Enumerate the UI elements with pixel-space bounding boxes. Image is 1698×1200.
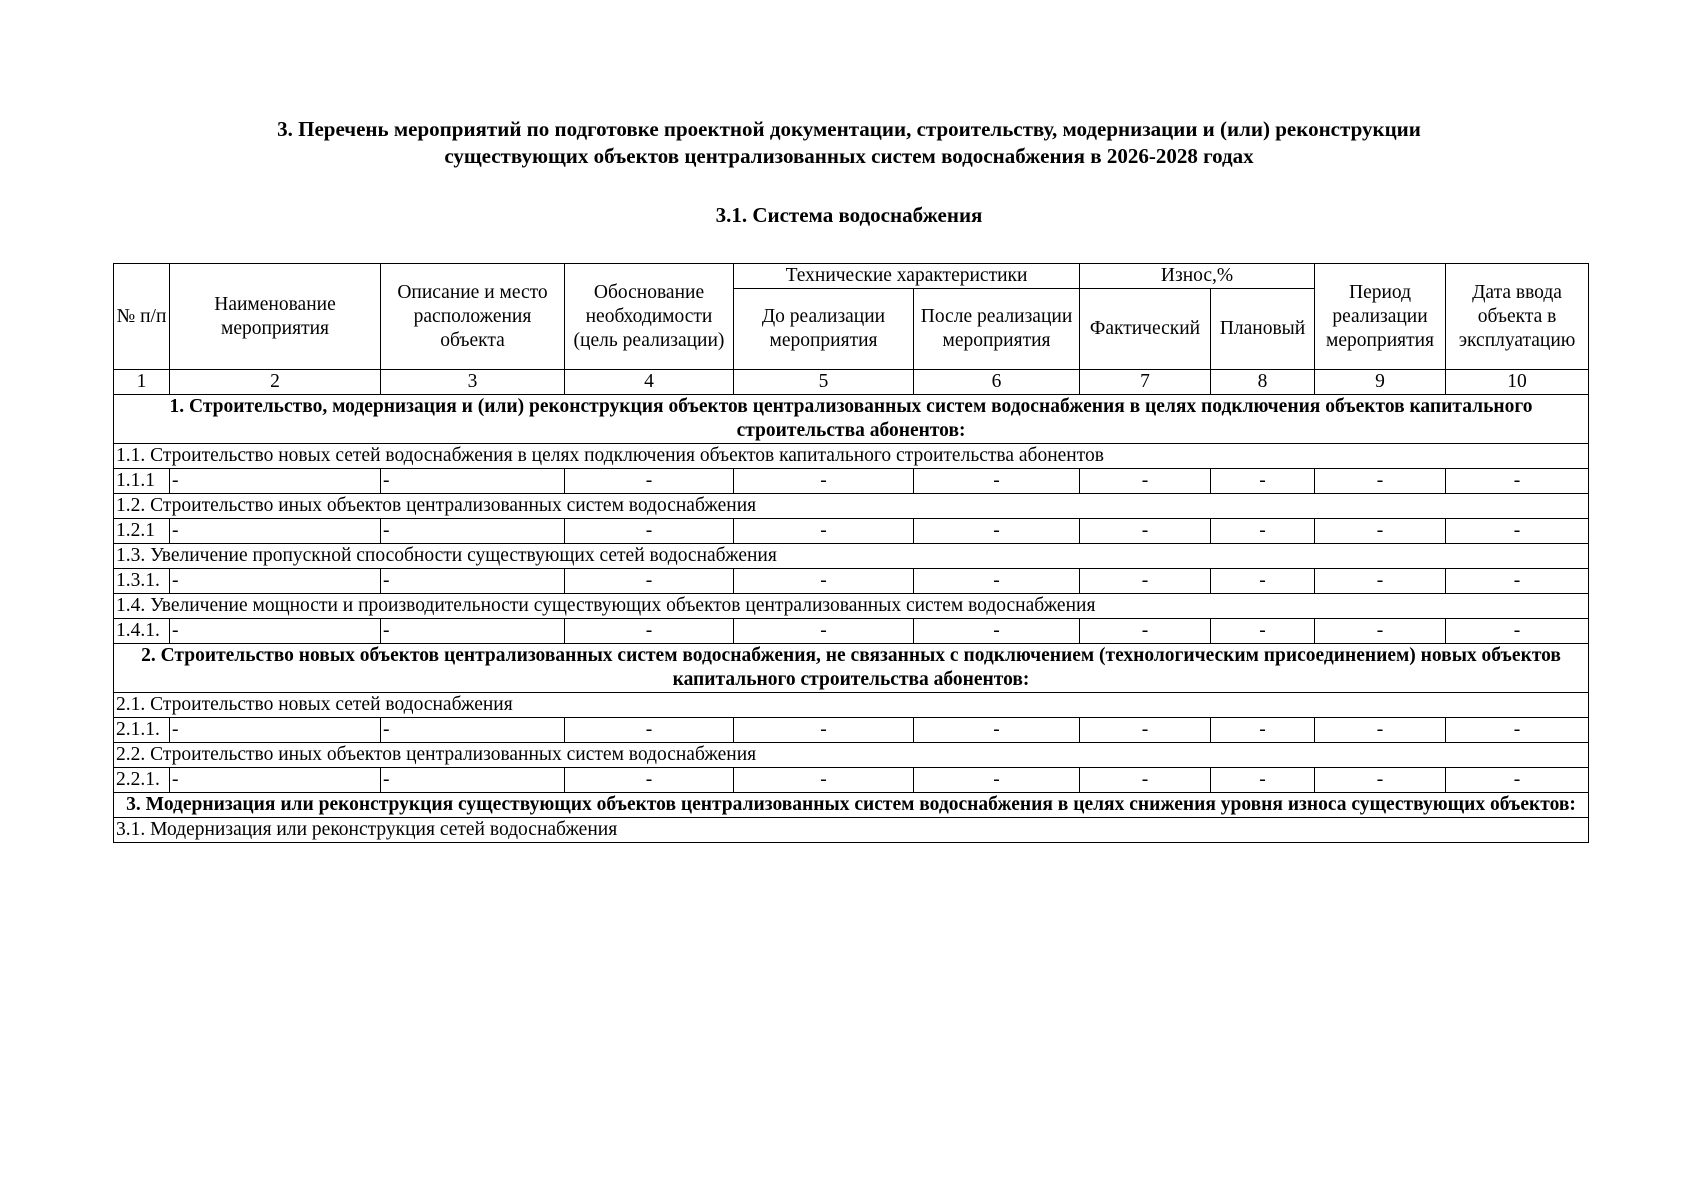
section-heading-2: 2. Строительство новых объектов централизованных систем водоснабжения, не связанных с подключением (технологическим присоединением) новых объектов капитального строительства абонентов: xyxy=(114,644,1589,693)
table-row xyxy=(114,768,1589,793)
cell-wear-planned: - xyxy=(1211,768,1315,793)
cell-description: - xyxy=(381,768,565,793)
header-wear-actual: Фактический xyxy=(1080,289,1211,370)
cell-justification: - xyxy=(565,569,734,594)
cell-wear-planned: - xyxy=(1211,519,1315,544)
cell-tech-before: - xyxy=(734,569,914,594)
subsection-title: 1.3. Увеличение пропускной способности существующих сетей водоснабжения xyxy=(114,544,1589,569)
subsection-title: 2.2. Строительство иных объектов централизованных систем водоснабжения xyxy=(114,743,1589,768)
subsection-title: 1.1. Строительство новых сетей водоснабжения в целях подключения объектов капитального строительства абонентов xyxy=(114,444,1589,469)
column-number: 4 xyxy=(565,370,734,395)
cell-description: - xyxy=(381,718,565,743)
cell-wear-actual: - xyxy=(1080,569,1211,594)
cell-tech-after: - xyxy=(914,519,1080,544)
table-row xyxy=(114,469,1589,494)
header-date: Дата ввода объекта в эксплуатацию xyxy=(1446,264,1589,370)
cell-name: - xyxy=(170,619,381,644)
cell-wear-planned: - xyxy=(1211,718,1315,743)
cell-name: - xyxy=(170,469,381,494)
header-wear-planned: Плановый xyxy=(1211,289,1315,370)
column-number: 8 xyxy=(1211,370,1315,395)
cell-description: - xyxy=(381,619,565,644)
cell-date: - xyxy=(1446,718,1589,743)
cell-tech-before: - xyxy=(734,718,914,743)
row-number: 1.4.1. xyxy=(114,619,170,644)
cell-justification: - xyxy=(565,768,734,793)
header-wear: Износ,% xyxy=(1080,264,1315,289)
cell-justification: - xyxy=(565,519,734,544)
cell-name: - xyxy=(170,519,381,544)
column-number: 10 xyxy=(1446,370,1589,395)
cell-period: - xyxy=(1315,619,1446,644)
cell-period: - xyxy=(1315,768,1446,793)
row-number: 1.2.1 xyxy=(114,519,170,544)
cell-description: - xyxy=(381,469,565,494)
cell-wear-actual: - xyxy=(1080,469,1211,494)
cell-wear-planned: - xyxy=(1211,469,1315,494)
cell-tech-after: - xyxy=(914,619,1080,644)
section-subtitle: 3.1. Система водоснабжения xyxy=(715,203,983,227)
cell-date: - xyxy=(1446,619,1589,644)
cell-tech-before: - xyxy=(734,768,914,793)
column-number: 3 xyxy=(381,370,565,395)
cell-tech-after: - xyxy=(914,569,1080,594)
column-number: 1 xyxy=(114,370,170,395)
table-row xyxy=(114,519,1589,544)
cell-wear-actual: - xyxy=(1080,768,1211,793)
section-heading-1: 1. Строительство, модернизация и (или) реконструкция объектов централизованных систем водоснабжения в целях подключения объектов капитального строительства абонентов: xyxy=(114,395,1589,444)
cell-tech-after: - xyxy=(914,768,1080,793)
cell-period: - xyxy=(1315,569,1446,594)
row-number: 1.1.1 xyxy=(114,469,170,494)
subsection-title: 1.4. Увеличение мощности и производительности существующих объектов централизованных систем водоснабжения xyxy=(114,594,1589,619)
table-row xyxy=(114,569,1589,594)
cell-wear-actual: - xyxy=(1080,519,1211,544)
cell-period: - xyxy=(1315,469,1446,494)
cell-justification: - xyxy=(565,619,734,644)
header-justification: Обоснование необходимости (цель реализации) xyxy=(565,264,734,370)
cell-period: - xyxy=(1315,519,1446,544)
cell-wear-actual: - xyxy=(1080,619,1211,644)
cell-date: - xyxy=(1446,569,1589,594)
header-description: Описание и место расположения объекта xyxy=(381,264,565,370)
cell-period: - xyxy=(1315,718,1446,743)
cell-tech-after: - xyxy=(914,718,1080,743)
cell-tech-before: - xyxy=(734,519,914,544)
cell-tech-before: - xyxy=(734,619,914,644)
table-row xyxy=(114,619,1589,644)
cell-name: - xyxy=(170,569,381,594)
cell-wear-planned: - xyxy=(1211,619,1315,644)
column-number: 6 xyxy=(914,370,1080,395)
cell-tech-after: - xyxy=(914,469,1080,494)
measures-table xyxy=(113,263,1589,843)
header-tech-before: До реализации мероприятия xyxy=(734,289,914,370)
column-number: 7 xyxy=(1080,370,1211,395)
header-name: Наименование мероприятия xyxy=(170,264,381,370)
row-number: 2.1.1. xyxy=(114,718,170,743)
column-number-row xyxy=(114,370,1589,395)
header-tech-after: После реализации мероприятия xyxy=(914,289,1080,370)
cell-tech-before: - xyxy=(734,469,914,494)
document-title xyxy=(0,116,1698,170)
cell-date: - xyxy=(1446,768,1589,793)
cell-wear-actual: - xyxy=(1080,718,1211,743)
cell-justification: - xyxy=(565,469,734,494)
cell-justification: - xyxy=(565,718,734,743)
cell-wear-planned: - xyxy=(1211,569,1315,594)
document-title-line1: 3. Перечень мероприятий по подготовке проектной документации, строительству, модернизации и (или) реконструкции xyxy=(277,117,1421,141)
header-tech: Технические характеристики xyxy=(734,264,1080,289)
column-number: 9 xyxy=(1315,370,1446,395)
cell-name: - xyxy=(170,718,381,743)
cell-name: - xyxy=(170,768,381,793)
cell-date: - xyxy=(1446,519,1589,544)
document-title-line2: существующих объектов централизованных систем водоснабжения в 2026-2028 годах xyxy=(444,144,1254,168)
subsection-title: 1.2. Строительство иных объектов централизованных систем водоснабжения xyxy=(114,494,1589,519)
column-number: 5 xyxy=(734,370,914,395)
row-number: 2.2.1. xyxy=(114,768,170,793)
section-heading-3: 3. Модернизация или реконструкция существующих объектов централизованных систем водоснабжения в целях снижения уровня износа существующих объектов: xyxy=(114,793,1589,818)
table-row xyxy=(114,718,1589,743)
cell-description: - xyxy=(381,519,565,544)
cell-date: - xyxy=(1446,469,1589,494)
header-period: Период реализации мероприятия xyxy=(1315,264,1446,370)
cell-description: - xyxy=(381,569,565,594)
subsection-title: 2.1. Строительство новых сетей водоснабжения xyxy=(114,693,1589,718)
subsection-title: 3.1. Модернизация или реконструкция сетей водоснабжения xyxy=(114,818,1589,843)
column-number: 2 xyxy=(170,370,381,395)
row-number: 1.3.1. xyxy=(114,569,170,594)
header-num: № п/п xyxy=(114,264,170,370)
